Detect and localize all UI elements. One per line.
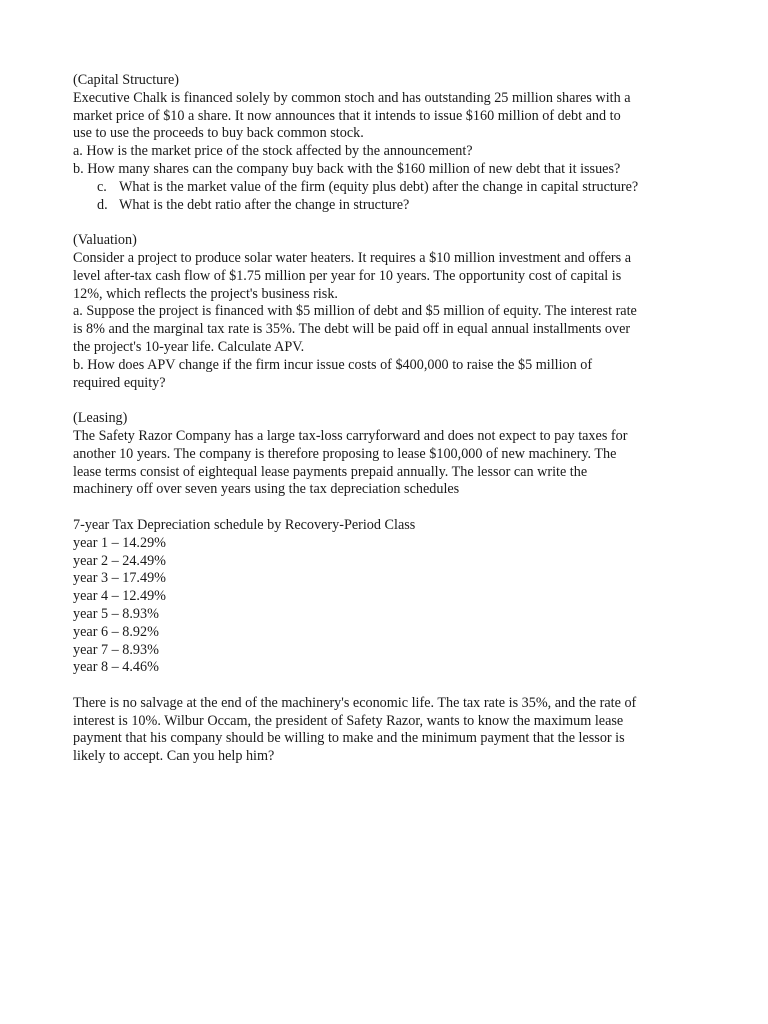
capital-structure-question-d: What is the debt ratio after the change in structure?	[119, 196, 410, 213]
valuation-line-4: a. Suppose the project is financed with $5 million of debt and $5 million of equity. The interest rate	[73, 303, 637, 320]
depreciation-schedule-row: year 3 – 17.49%	[73, 570, 166, 587]
depreciation-schedule-row: year 1 – 14.29%	[73, 534, 166, 551]
depreciation-schedule-row: year 7 – 8.93%	[73, 641, 159, 658]
capital-structure-intro-line-3: use to use the proceeds to buy back common stock.	[73, 125, 364, 142]
leasing-closing-line-1: There is no salvage at the end of the machinery's economic life. The tax rate is 35%, and the rate of	[73, 694, 637, 711]
valuation-heading: (Valuation)	[73, 232, 137, 249]
capital-structure-heading: (Capital Structure)	[73, 72, 179, 88]
leasing-line-4: machinery off over seven years using the tax depreciation schedules	[73, 481, 460, 498]
depreciation-schedule-row: year 5 – 8.93%	[73, 605, 159, 622]
depreciation-schedule-row: year 2 – 24.49%	[73, 552, 166, 569]
depreciation-schedule-title: 7-year Tax Depreciation schedule by Recovery-Period Class	[73, 516, 416, 533]
question-c-marker: c.	[97, 178, 107, 195]
section-gap	[73, 214, 698, 232]
capital-structure-intro-line-1: Executive Chalk is financed solely by common stoch and has outstanding 25 million shares with a	[73, 89, 631, 106]
section-gap	[73, 392, 698, 410]
capital-structure-intro-line-2: market price of $10 a share. It now announces that it intends to issue $160 million of debt and to	[73, 107, 621, 124]
leasing-closing-line-3: payment that his company should be willing to make and the minimum payment that the lessor is	[73, 730, 625, 747]
capital-structure-question-c: What is the market value of the firm (equity plus debt) after the change in capital structure?	[119, 178, 639, 195]
valuation-line-5: is 8% and the marginal tax rate is 35%. The debt will be paid off in equal annual installments over	[73, 321, 631, 338]
leasing-closing-line-4: likely to accept. Can you help him?	[73, 748, 275, 765]
depreciation-schedule-row: year 4 – 12.49%	[73, 588, 166, 605]
valuation-line-2: level after-tax cash flow of $1.75 million per year for 10 years. The opportunity cost of capital is	[73, 267, 622, 284]
leasing-line-1: The Safety Razor Company has a large tax-loss carryforward and does not expect to pay taxes for	[73, 427, 628, 444]
leasing-line-3: lease terms consist of eightequal lease payments prepaid annually. The lessor can write the	[73, 463, 588, 480]
capital-structure-question-b: b. How many shares can the company buy back with the $160 million of new debt that it issues?	[73, 160, 621, 177]
document-body	[73, 72, 698, 766]
capital-structure-question-a: a. How is the market price of the stock affected by the announcement?	[73, 143, 473, 160]
valuation-line-3: 12%, which reflects the project's business risk.	[73, 285, 338, 302]
section-gap	[73, 677, 698, 695]
leasing-closing-line-2: interest is 10%. Wilbur Occam, the president of Safety Razor, wants to know the maximum lease	[73, 712, 624, 729]
valuation-line-7: b. How does APV change if the firm incur issue costs of $400,000 to raise the $5 million of	[73, 356, 593, 373]
question-d-marker: d.	[97, 196, 108, 213]
valuation-line-8: required equity?	[73, 374, 166, 391]
leasing-line-2: another 10 years. The company is therefore proposing to lease $100,000 of new machinery. The	[73, 445, 617, 462]
valuation-line-1: Consider a project to produce solar water heaters. It requires a $10 million investment and offers a	[73, 249, 631, 266]
capital-structure-question-c-item	[73, 179, 698, 197]
valuation-line-6: the project's 10-year life. Calculate APV.	[73, 338, 305, 355]
section-gap	[73, 499, 698, 517]
depreciation-schedule-row: year 6 – 8.92%	[73, 623, 159, 640]
leasing-heading: (Leasing)	[73, 410, 128, 427]
capital-structure-question-d-item	[73, 197, 698, 215]
depreciation-schedule-row: year 8 – 4.46%	[73, 659, 159, 676]
